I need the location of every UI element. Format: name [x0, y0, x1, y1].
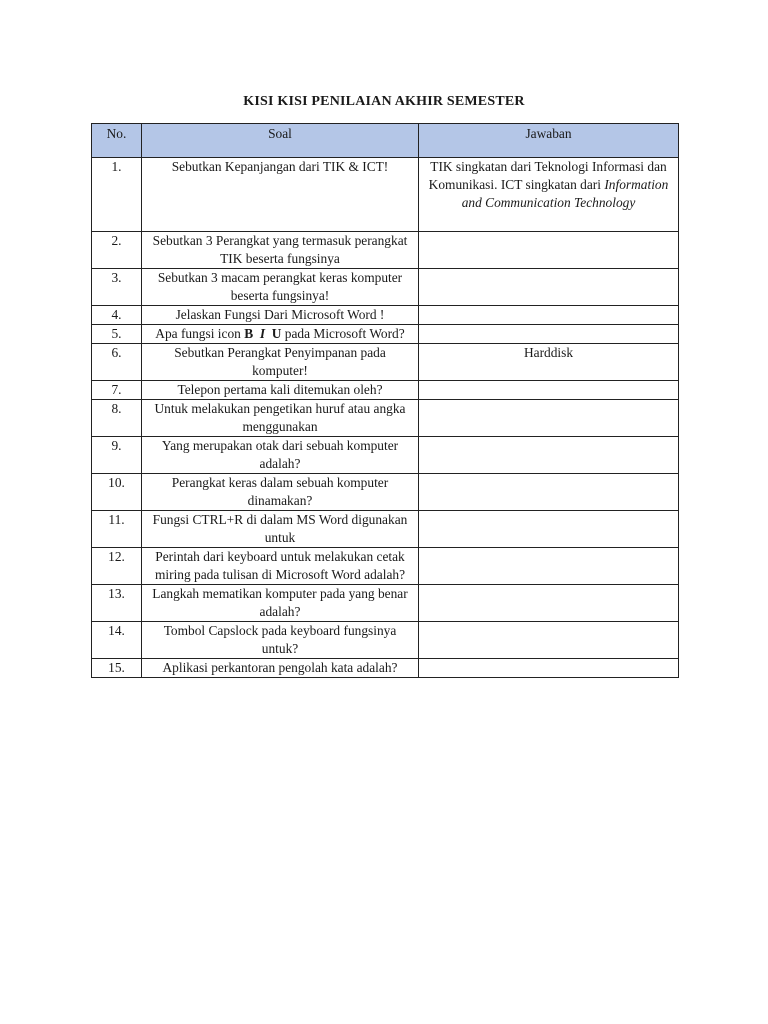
answer-cell: [419, 659, 679, 678]
header-jawaban: Jawaban: [419, 124, 679, 158]
row-number: 13.: [92, 585, 142, 622]
row-number: 7.: [92, 381, 142, 400]
answer-cell: [419, 585, 679, 622]
question-cell: Yang merupakan otak dari sebuah komputer adalah?: [142, 437, 419, 474]
table-row: [92, 585, 679, 622]
answer-text-italic: Information and Communication Technology: [461, 177, 669, 210]
row-number: 8.: [92, 400, 142, 437]
row-number: 10.: [92, 474, 142, 511]
answer-cell: Harddisk: [419, 344, 679, 381]
question-cell: Untuk melakukan pengetikan huruf atau angka menggunakan: [142, 400, 419, 437]
italic-icon-label: I: [259, 326, 266, 341]
table-row: [92, 158, 679, 232]
table-row: [92, 344, 679, 381]
bold-icon-label: B: [244, 326, 254, 341]
question-cell: Aplikasi perkantoran pengolah kata adalah?: [142, 659, 419, 678]
answer-cell: [419, 325, 679, 344]
row-number: 14.: [92, 622, 142, 659]
table-row: [92, 659, 679, 678]
question-text: Apa fungsi icon: [155, 326, 241, 341]
answer-cell: [419, 232, 679, 269]
row-number: 5.: [92, 325, 142, 344]
row-number: 9.: [92, 437, 142, 474]
row-number: 15.: [92, 659, 142, 678]
answer-cell: [419, 474, 679, 511]
header-no: No.: [92, 124, 142, 158]
row-number: 1.: [92, 158, 142, 232]
table-header-row: [92, 124, 679, 158]
question-cell: Telepon pertama kali ditemukan oleh?: [142, 381, 419, 400]
question-cell: Sebutkan 3 macam perangkat keras komputer beserta fungsinya!: [142, 269, 419, 306]
question-cell: Perangkat keras dalam sebuah komputer dinamakan?: [142, 474, 419, 511]
table-row: [92, 511, 679, 548]
table-row: [92, 437, 679, 474]
row-number: 2.: [92, 232, 142, 269]
page-title: KISI KISI PENILAIAN AKHIR SEMESTER: [243, 94, 525, 109]
table-row: [92, 622, 679, 659]
row-number: 11.: [92, 511, 142, 548]
table-row: [92, 325, 679, 344]
row-number: 3.: [92, 269, 142, 306]
underline-icon-label: U: [271, 326, 282, 341]
answer-cell: [419, 548, 679, 585]
table-row: [92, 381, 679, 400]
question-cell: Sebutkan Kepanjangan dari TIK & ICT!: [142, 158, 419, 232]
header-soal: Soal: [142, 124, 419, 158]
table-row: [92, 306, 679, 325]
answer-cell: [419, 381, 679, 400]
answer-cell: [419, 158, 679, 232]
table-row: [92, 474, 679, 511]
question-table: [91, 123, 679, 678]
row-number: 6.: [92, 344, 142, 381]
question-cell: Jelaskan Fungsi Dari Microsoft Word !: [142, 306, 419, 325]
table-row: [92, 232, 679, 269]
answer-cell: [419, 269, 679, 306]
question-cell: Sebutkan Perangkat Penyimpanan pada komputer!: [142, 344, 419, 381]
table-row: [92, 269, 679, 306]
question-cell: Tombol Capslock pada keyboard fungsinya untuk?: [142, 622, 419, 659]
table-row: [92, 400, 679, 437]
answer-cell: [419, 306, 679, 325]
question-cell: Fungsi CTRL+R di dalam MS Word digunakan untuk: [142, 511, 419, 548]
question-text: pada Microsoft Word?: [284, 326, 405, 341]
table-row: [92, 548, 679, 585]
question-cell: [142, 325, 419, 344]
row-number: 12.: [92, 548, 142, 585]
row-number: 4.: [92, 306, 142, 325]
question-cell: Perintah dari keyboard untuk melakukan cetak miring pada tulisan di Microsoft Word adalah?: [142, 548, 419, 585]
question-cell: Sebutkan 3 Perangkat yang termasuk perangkat TIK beserta fungsinya: [142, 232, 419, 269]
question-cell: Langkah mematikan komputer pada yang benar adalah?: [142, 585, 419, 622]
answer-cell: [419, 622, 679, 659]
answer-cell: [419, 400, 679, 437]
answer-text: TIK singkatan dari Teknologi Informasi dan Komunikasi. ICT singkatan dari: [428, 159, 667, 192]
answer-cell: [419, 511, 679, 548]
answer-cell: [419, 437, 679, 474]
